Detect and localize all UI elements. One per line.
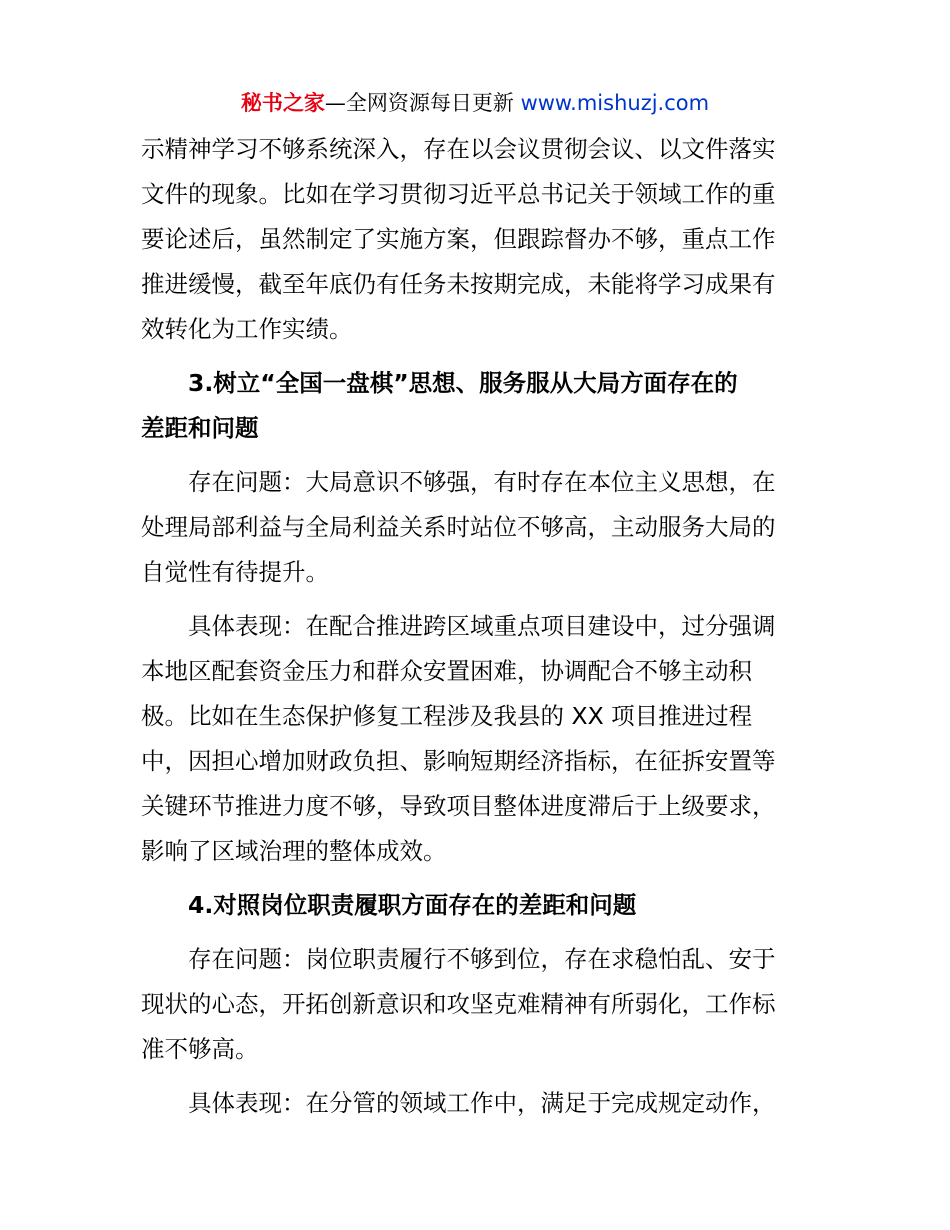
text-line: 处理局部利益与全局利益关系时站位不够高，主动服务大局的 [141,513,776,541]
text-line: 差距和问题 [141,414,259,442]
text-line: 存在问题：岗位职责履行不够到位，存在求稳怕乱、安于 [188,945,776,973]
paragraph-gap [141,595,817,604]
paragraph-gap [141,874,817,883]
paragraph [141,937,817,1072]
text-line: 中，因担心增加财政负担、影响短期经济指标，在征拆安置等 [141,747,776,775]
paragraph-gap [141,352,817,361]
text-line: 推进缓慢，截至年底仍有任务未按期完成，未能将学习成果有 [141,270,776,298]
text-line: 关键环节推进力度不够，导致项目整体进度滞后于上级要求， [141,792,776,820]
paragraph-gap [141,1072,817,1081]
paragraph-gap [141,928,817,937]
text-line: 要论述后，虽然制定了实施方案，但跟踪督办不够，重点工作 [141,225,776,253]
text-line: 具体表现：在配合推进跨区域重点项目建设中，过分强调 [188,612,776,640]
paragraph [141,127,817,352]
site-brand: 秘书之家 [240,91,325,115]
paragraph [141,460,817,595]
paragraph-gap [141,451,817,460]
site-url-link[interactable]: www.mishuzj.com [520,91,710,115]
text-line: 4.对照岗位职责履职方面存在的差距和问题 [188,891,637,919]
text-line: 3.树立“全国一盘棋”思想、服务服从大局方面存在的 [188,369,738,397]
text-line: 效转化为工作实绩。 [141,315,353,343]
document-body [141,127,817,1126]
section-heading [141,361,817,451]
text-line: 极。比如在生态保护修复工程涉及我县的 XX 项目推进过程 [141,702,753,730]
text-line: 文件的现象。比如在学习贯彻习近平总书记关于领域工作的重 [141,180,776,208]
site-tagline: —全网资源每日更新 [324,91,521,115]
section-heading [141,883,817,928]
paragraph [141,604,817,874]
text-line: 准不够高。 [141,1035,259,1063]
text-line: 自觉性有待提升。 [141,558,329,586]
site-header [0,88,950,118]
text-line: 现状的心态，开拓创新意识和攻坚克难精神有所弱化，工作标 [141,990,776,1018]
text-line: 示精神学习不够系统深入，存在以会议贯彻会议、以文件落实 [141,135,776,163]
text-line: 存在问题：大局意识不够强，有时存在本位主义思想，在 [188,468,776,496]
text-line: 影响了区域治理的整体成效。 [141,837,447,865]
paragraph [141,1081,817,1126]
text-line: 本地区配套资金压力和群众安置困难，协调配合不够主动积 [141,657,752,685]
text-line: 具体表现：在分管的领域工作中，满足于完成规定动作， [188,1089,776,1117]
